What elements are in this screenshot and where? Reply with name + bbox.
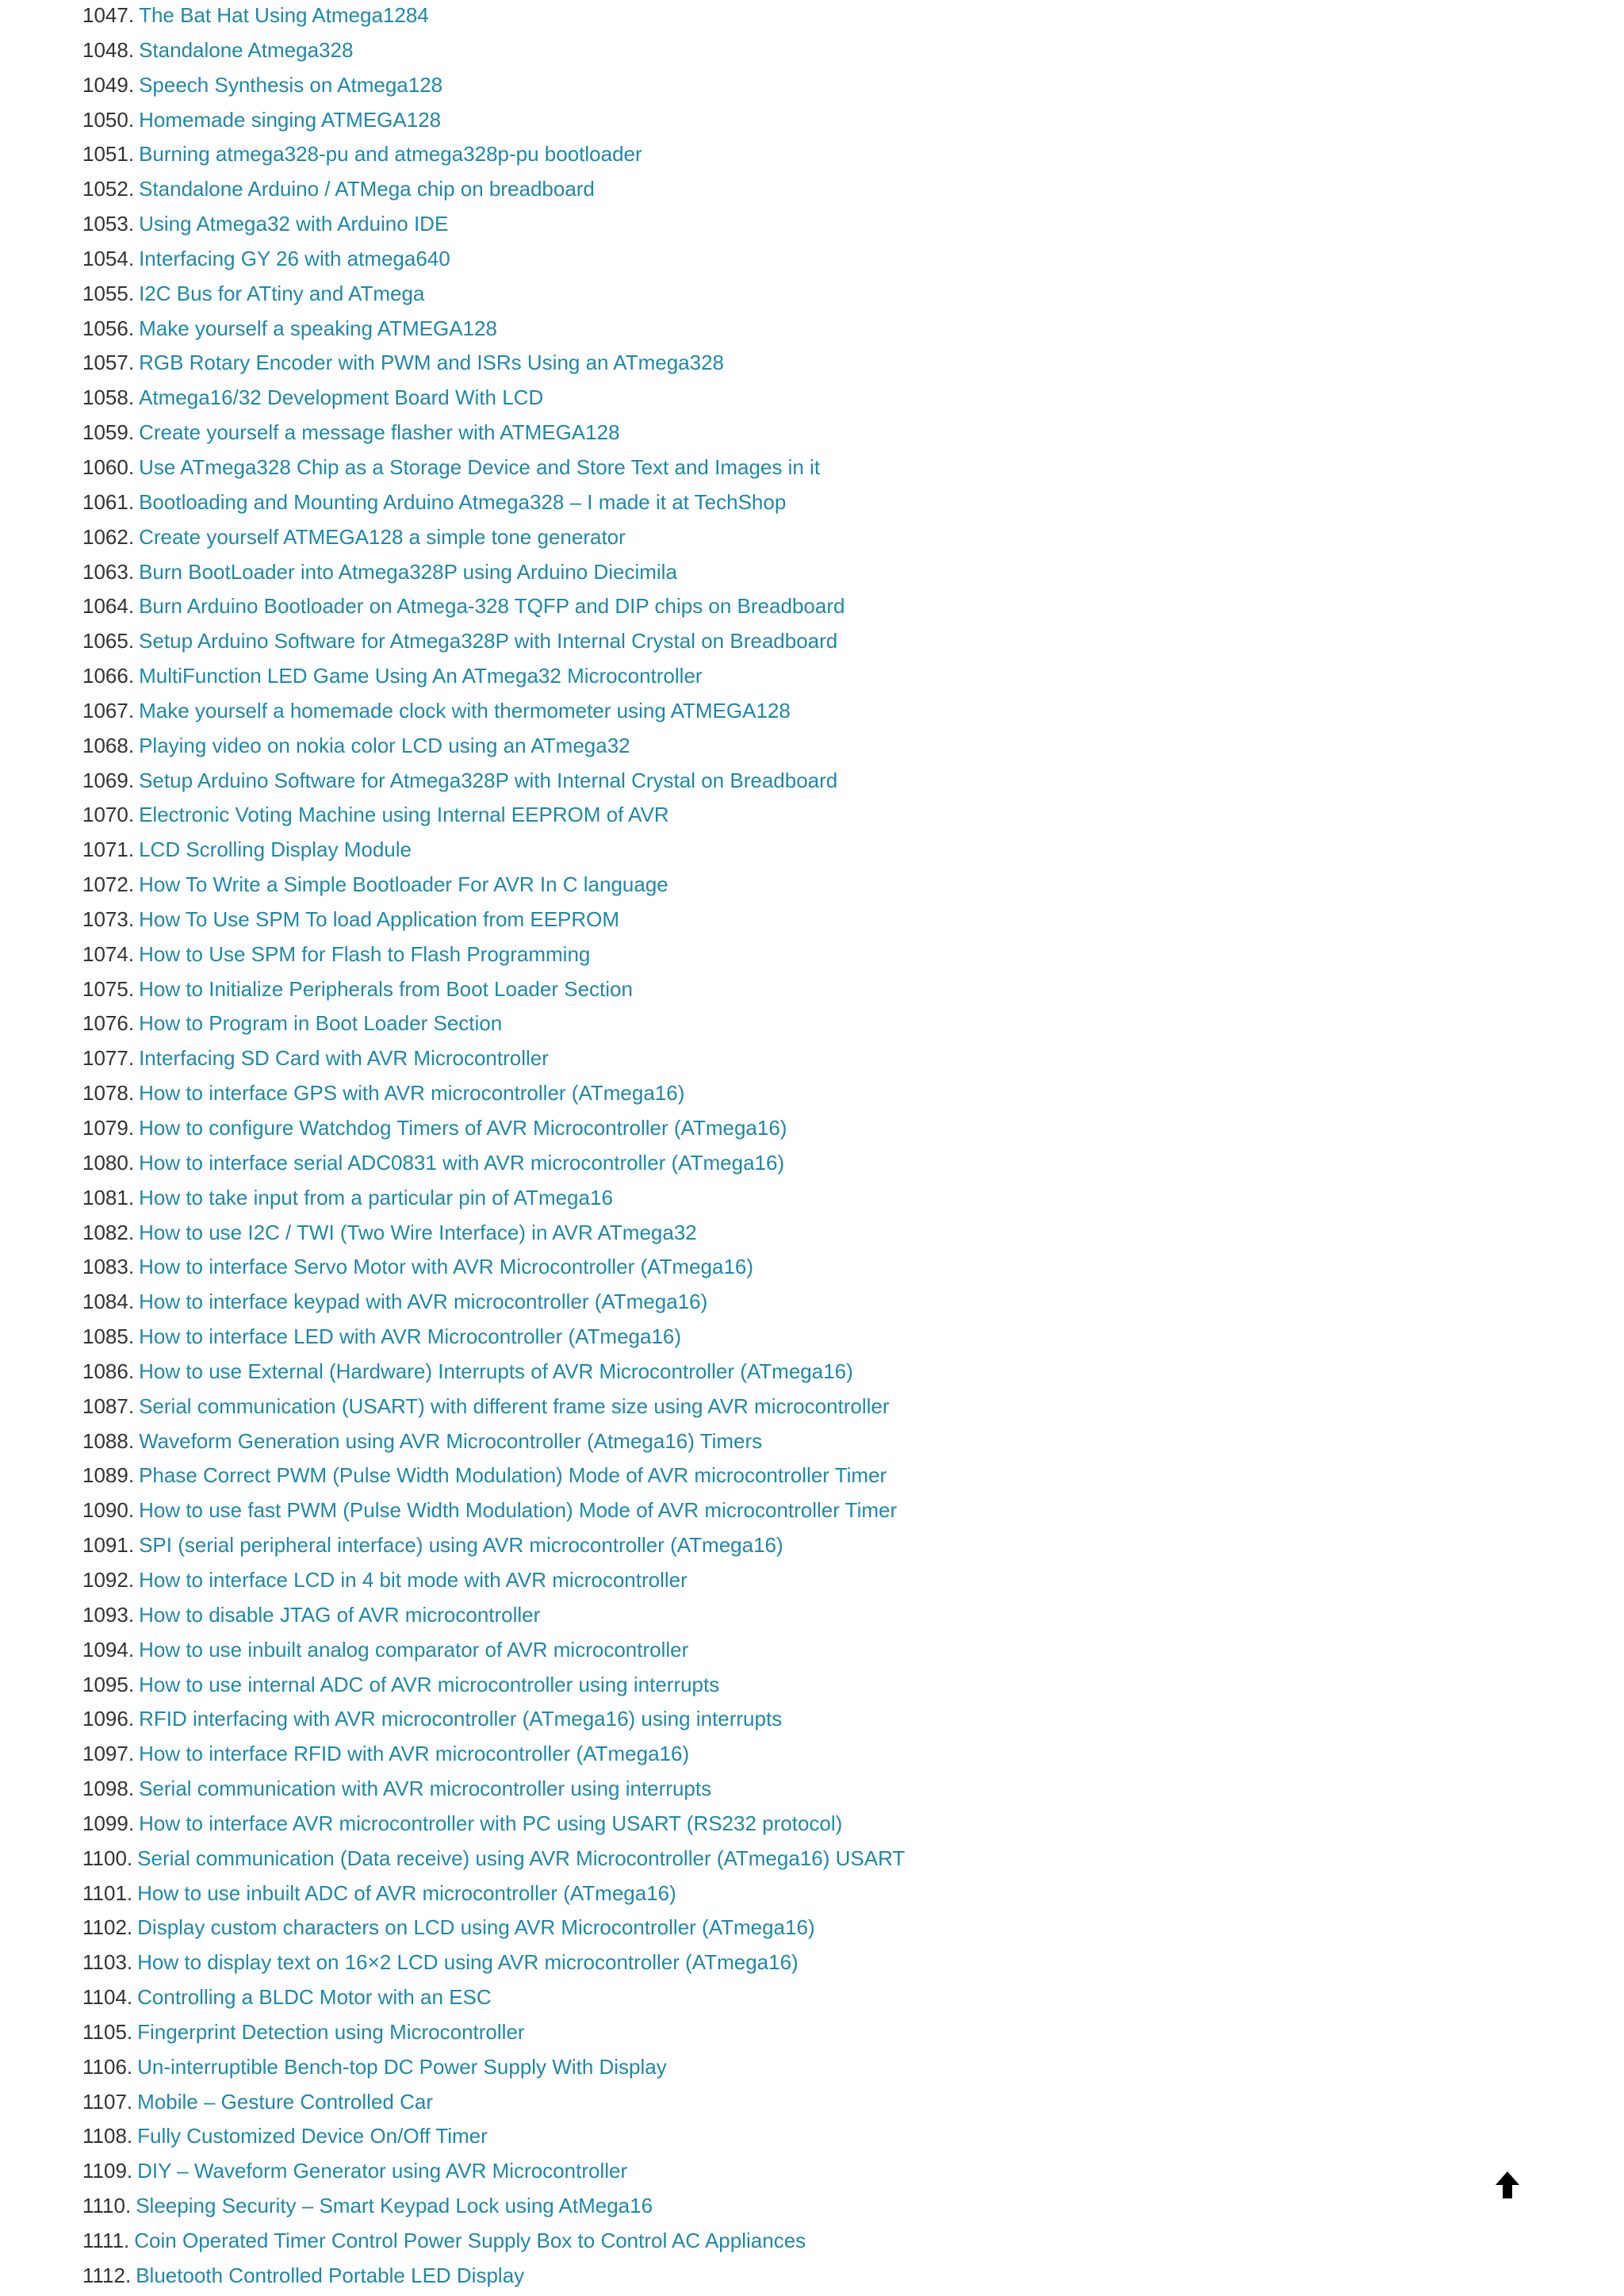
item-link[interactable]: RGB Rotary Encoder with PWM and ISRs Using an ATmega328	[139, 351, 725, 375]
list-item	[82, 488, 1272, 523]
arrow-up-icon	[1494, 2170, 1521, 2200]
item-link[interactable]: Un-interruptible Bench-top DC Power Supply With Display	[137, 2054, 667, 2079]
item-number: 1092.	[82, 1567, 135, 1592]
item-link[interactable]: How to interface GPS with AVR microcontroller (ATmega16)	[139, 1081, 685, 1106]
item-link[interactable]: Burn BootLoader into Atmega328P using Arduino Diecimila	[139, 559, 677, 584]
list-item	[82, 1322, 1272, 1357]
item-link[interactable]: Sleeping Security – Smart Keypad Lock using AtMega16	[136, 2194, 653, 2218]
item-link[interactable]: How to interface Servo Motor with AVR Microcontroller (ATmega16)	[139, 1255, 754, 1279]
list-item	[82, 1496, 1272, 1531]
item-number: 1095.	[82, 1672, 135, 1696]
list-item	[82, 71, 1272, 105]
item-link[interactable]: Standalone Atmega328	[139, 37, 354, 62]
list-item	[82, 418, 1272, 453]
item-link[interactable]: How to use I2C / TWI (Two Wire Interface) in AVR ATmega32	[139, 1220, 697, 1244]
item-number: 1112.	[82, 2263, 132, 2287]
item-link[interactable]: Burning atmega328-pu and atmega328p-pu bootloader	[139, 142, 642, 167]
list-item	[82, 348, 1272, 383]
list-item	[82, 1114, 1272, 1148]
item-number: 1070.	[82, 803, 135, 827]
item-number: 1052.	[82, 177, 135, 201]
item-link[interactable]: Interfacing GY 26 with atmega640	[139, 246, 450, 270]
list-item	[82, 2053, 1272, 2087]
item-link[interactable]: Bootloading and Mounting Arduino Atmega328 – I made it at TechShop	[139, 489, 787, 514]
list-item	[82, 905, 1272, 940]
back-to-top-button[interactable]	[1494, 2170, 1521, 2200]
list-item	[82, 36, 1272, 71]
item-number: 1072.	[82, 872, 135, 897]
item-number: 1049.	[82, 72, 135, 97]
list-item	[82, 140, 1272, 174]
item-link[interactable]: Create yourself a message flasher with ATMEGA128	[139, 420, 620, 445]
item-number: 1079.	[82, 1116, 135, 1140]
item-link[interactable]: Use ATmega328 Chip as a Storage Device and Store Text and Images in it	[139, 454, 821, 479]
item-number: 1084.	[82, 1290, 135, 1314]
item-number: 1055.	[82, 281, 135, 305]
item-number: 1063.	[82, 559, 135, 584]
item-link[interactable]: How to interface LCD in 4 bit mode with AVR microcontroller	[139, 1567, 688, 1592]
item-number: 1067.	[82, 698, 135, 723]
item-number: 1107.	[82, 2089, 133, 2114]
item-number: 1048.	[82, 37, 135, 62]
list-item	[82, 383, 1272, 418]
item-link[interactable]: Setup Arduino Software for Atmega328P with Internal Crystal on Breadboard	[139, 768, 838, 792]
list-item	[82, 453, 1272, 488]
item-number: 1086.	[82, 1359, 135, 1383]
item-link[interactable]: I2C Bus for ATtiny and ATmega	[139, 281, 425, 305]
list-item	[82, 1879, 1272, 1914]
item-number: 1108.	[82, 2124, 133, 2148]
item-link[interactable]: How to interface AVR microcontroller with PC using USART (RS232 protocol)	[139, 1811, 843, 1835]
list-item	[82, 1, 1272, 36]
item-link[interactable]: How to take input from a particular pin of ATmega16	[139, 1185, 613, 1209]
item-link[interactable]: DIY – Waveform Generator using AVR Microcontroller	[137, 2159, 628, 2183]
list-item	[82, 1183, 1272, 1218]
item-link[interactable]: How To Write a Simple Bootloader For AVR In C language	[139, 872, 668, 897]
item-link[interactable]: How to interface LED with AVR Microcontroller (ATmega16)	[139, 1324, 682, 1349]
item-number: 1058.	[82, 385, 135, 410]
item-link[interactable]: Homemade singing ATMEGA128	[139, 107, 442, 132]
item-link[interactable]: Make yourself a homemade clock with thermometer using ATMEGA128	[139, 698, 791, 723]
list-item	[82, 209, 1272, 244]
item-number: 1104.	[82, 1985, 133, 2010]
item-link[interactable]: Speech Synthesis on Atmega128	[139, 72, 443, 97]
list-item	[82, 766, 1272, 801]
item-link[interactable]: Mobile – Gesture Controlled Car	[137, 2089, 433, 2114]
item-link[interactable]: Serial communication (USART) with different frame size using AVR microcontroller	[139, 1393, 890, 1418]
item-number: 1105.	[82, 2019, 133, 2044]
list-item	[82, 731, 1272, 766]
list-item	[82, 1739, 1272, 1774]
item-link[interactable]: The Bat Hat Using Atmega1284	[139, 3, 429, 27]
list-item	[82, 174, 1272, 209]
list-item	[82, 1774, 1272, 1809]
list-item	[82, 1531, 1272, 1566]
item-link[interactable]: MultiFunction LED Game Using An ATmega32 Microcontroller	[139, 664, 703, 688]
list-item	[82, 279, 1272, 314]
item-number: 1091.	[82, 1533, 135, 1558]
item-number: 1102.	[82, 1915, 133, 1940]
item-link[interactable]: Using Atmega32 with Arduino IDE	[139, 212, 449, 236]
item-link[interactable]: How to use inbuilt ADC of AVR microcontroller (ATmega16)	[137, 1880, 676, 1905]
list-item	[82, 558, 1272, 592]
item-number: 1078.	[82, 1081, 135, 1106]
item-link[interactable]: Controlling a BLDC Motor with an ESC	[137, 1985, 492, 2010]
item-number: 1053.	[82, 212, 135, 236]
item-link[interactable]: Electronic Voting Machine using Internal EEPROM of AVR	[139, 803, 669, 827]
item-link[interactable]: How to Use SPM for Flash to Flash Programming	[139, 941, 591, 966]
item-link[interactable]: SPI (serial peripheral interface) using AVR microcontroller (ATmega16)	[139, 1533, 783, 1558]
list-item	[82, 2122, 1272, 2156]
list-item	[82, 1252, 1272, 1287]
list-item	[82, 2018, 1272, 2053]
list-item	[82, 1392, 1272, 1427]
list-item	[82, 1461, 1272, 1496]
item-number: 1065.	[82, 629, 135, 654]
item-number: 1077.	[82, 1046, 135, 1071]
list-item	[82, 1287, 1272, 1322]
list-item	[82, 1044, 1272, 1079]
item-link[interactable]: RFID interfacing with AVR microcontroller (ATmega16) using interrupts	[139, 1707, 783, 1731]
item-number: 1062.	[82, 524, 135, 549]
item-link[interactable]: How to disable JTAG of AVR microcontroller	[139, 1602, 541, 1627]
list-item	[82, 1704, 1272, 1739]
item-link[interactable]: Serial communication (Data receive) using AVR Microcontroller (ATmega16) USART	[137, 1846, 906, 1870]
list-item	[82, 1079, 1272, 1114]
item-number: 1051.	[82, 142, 135, 167]
list-item	[82, 800, 1272, 835]
item-number: 1099.	[82, 1811, 135, 1835]
item-number: 1050.	[82, 107, 135, 132]
item-link[interactable]: Burn Arduino Bootloader on Atmega-328 TQFP and DIP chips on Breadboard	[139, 594, 845, 619]
item-number: 1101.	[82, 1880, 133, 1905]
item-number: 1085.	[82, 1324, 135, 1349]
item-link[interactable]: How to use inbuilt analog comparator of AVR microcontroller	[139, 1637, 689, 1662]
item-link[interactable]: Coin Operated Timer Control Power Supply Box to Control AC Appliances	[134, 2229, 806, 2252]
item-number: 1111.	[82, 2229, 130, 2252]
item-number: 1106.	[82, 2054, 133, 2079]
list-item	[82, 523, 1272, 558]
item-number: 1093.	[82, 1602, 135, 1627]
list-item	[82, 2087, 1272, 2122]
item-link[interactable]: How to interface keypad with AVR microcontroller (ATmega16)	[139, 1290, 708, 1314]
item-number: 1054.	[82, 246, 135, 270]
item-number: 1097.	[82, 1742, 135, 1766]
item-number: 1047.	[82, 3, 135, 27]
list-item	[82, 1600, 1272, 1635]
item-link[interactable]: Playing video on nokia color LCD using an ATmega32	[139, 733, 630, 757]
item-number: 1083.	[82, 1255, 135, 1279]
item-number: 1082.	[82, 1220, 135, 1244]
item-link[interactable]: How To Use SPM To load Application from EEPROM	[139, 907, 620, 931]
item-number: 1076.	[82, 1011, 135, 1036]
list-item	[82, 1670, 1272, 1705]
list-item	[82, 2191, 1272, 2226]
list-item	[82, 940, 1272, 975]
item-number: 1081.	[82, 1185, 135, 1209]
item-number: 1089.	[82, 1463, 135, 1488]
item-number: 1068.	[82, 733, 135, 757]
item-number: 1090.	[82, 1498, 135, 1523]
item-link[interactable]: Create yourself ATMEGA128 a simple tone generator	[139, 524, 626, 549]
item-number: 1103.	[82, 1950, 133, 1975]
item-link[interactable]: Bluetooth Controlled Portable LED Display	[136, 2263, 525, 2287]
item-number: 1096.	[82, 1707, 135, 1731]
item-link[interactable]: How to interface serial ADC0831 with AVR microcontroller (ATmega16)	[139, 1150, 785, 1175]
item-link[interactable]: How to display text on 16×2 LCD using AVR microcontroller (ATmega16)	[137, 1950, 799, 1975]
item-number: 1094.	[82, 1637, 135, 1662]
list-item	[82, 661, 1272, 696]
item-number: 1098.	[82, 1777, 135, 1801]
list-item	[82, 1844, 1272, 1879]
item-number: 1073.	[82, 907, 135, 931]
item-number: 1064.	[82, 594, 135, 619]
item-number: 1056.	[82, 316, 135, 340]
item-link[interactable]: Display custom characters on LCD using AVR Microcontroller (ATmega16)	[137, 1915, 815, 1940]
item-link[interactable]: How to Initialize Peripherals from Boot Loader Section	[139, 976, 633, 1001]
item-link[interactable]: How to interface RFID with AVR microcontroller (ATmega16)	[139, 1742, 690, 1766]
item-link[interactable]: How to use internal ADC of AVR microcontroller using interrupts	[139, 1672, 720, 1696]
item-number: 1110.	[82, 2194, 132, 2218]
list-item	[82, 696, 1272, 731]
list-item	[82, 1148, 1272, 1183]
item-number: 1071.	[82, 838, 135, 862]
item-link[interactable]: Waveform Generation using AVR Microcontroller (Atmega16) Timers	[139, 1428, 763, 1453]
item-link[interactable]: How to use fast PWM (Pulse Width Modulation) Mode of AVR microcontroller Timer	[139, 1498, 898, 1523]
list-item	[82, 1566, 1272, 1600]
list-item	[82, 627, 1272, 661]
list-item	[82, 2156, 1272, 2191]
item-number: 1060.	[82, 454, 135, 479]
list-item	[82, 592, 1272, 627]
item-link[interactable]: Fingerprint Detection using Microcontroller	[137, 2019, 525, 2044]
item-link[interactable]: LCD Scrolling Display Module	[139, 838, 412, 862]
item-link[interactable]: Interfacing SD Card with AVR Microcontroller	[139, 1046, 549, 1071]
list-item	[82, 2226, 1272, 2261]
item-link[interactable]: Serial communication with AVR microcontroller using interrupts	[139, 1777, 712, 1801]
item-number: 1059.	[82, 420, 135, 445]
list-item	[82, 975, 1272, 1010]
item-number: 1061.	[82, 489, 135, 514]
item-link[interactable]: How to use External (Hardware) Interrupts of AVR Microcontroller (ATmega16)	[139, 1359, 853, 1383]
list-item	[82, 1427, 1272, 1462]
item-link[interactable]: Standalone Arduino / ATMega chip on breadboard	[139, 177, 595, 201]
item-number: 1100.	[82, 1846, 133, 1870]
item-link[interactable]: Atmega16/32 Development Board With LCD	[139, 385, 544, 410]
list-item	[82, 1009, 1272, 1044]
item-number: 1109.	[82, 2159, 133, 2183]
item-number: 1057.	[82, 351, 135, 375]
list-item	[82, 1913, 1272, 1948]
item-number: 1087.	[82, 1393, 135, 1418]
item-number: 1066.	[82, 664, 135, 688]
list-item	[82, 835, 1272, 870]
list-item	[82, 1635, 1272, 1670]
item-link[interactable]: How to Program in Boot Loader Section	[139, 1011, 503, 1036]
list-item	[82, 244, 1272, 279]
item-number: 1080.	[82, 1150, 135, 1175]
item-number: 1074.	[82, 941, 135, 966]
list-item	[82, 1983, 1272, 2018]
list-item	[82, 1809, 1272, 1844]
item-link[interactable]: Fully Customized Device On/Off Timer	[137, 2124, 488, 2148]
list-item	[82, 2261, 1272, 2296]
list-item	[82, 1218, 1272, 1253]
project-list	[82, 1, 1272, 2296]
item-link[interactable]: How to configure Watchdog Timers of AVR Microcontroller (ATmega16)	[139, 1116, 787, 1140]
item-link[interactable]: Make yourself a speaking ATMEGA128	[139, 316, 497, 340]
item-number: 1075.	[82, 976, 135, 1001]
list-item	[82, 1948, 1272, 1983]
list-item	[82, 105, 1272, 140]
item-number: 1069.	[82, 768, 135, 792]
list-item	[82, 1357, 1272, 1392]
list-item	[82, 870, 1272, 905]
item-link[interactable]: Phase Correct PWM (Pulse Width Modulation) Mode of AVR microcontroller Timer	[139, 1463, 887, 1488]
item-number: 1088.	[82, 1428, 135, 1453]
list-item	[82, 314, 1272, 349]
item-link[interactable]: Setup Arduino Software for Atmega328P with Internal Crystal on Breadboard	[139, 629, 838, 654]
